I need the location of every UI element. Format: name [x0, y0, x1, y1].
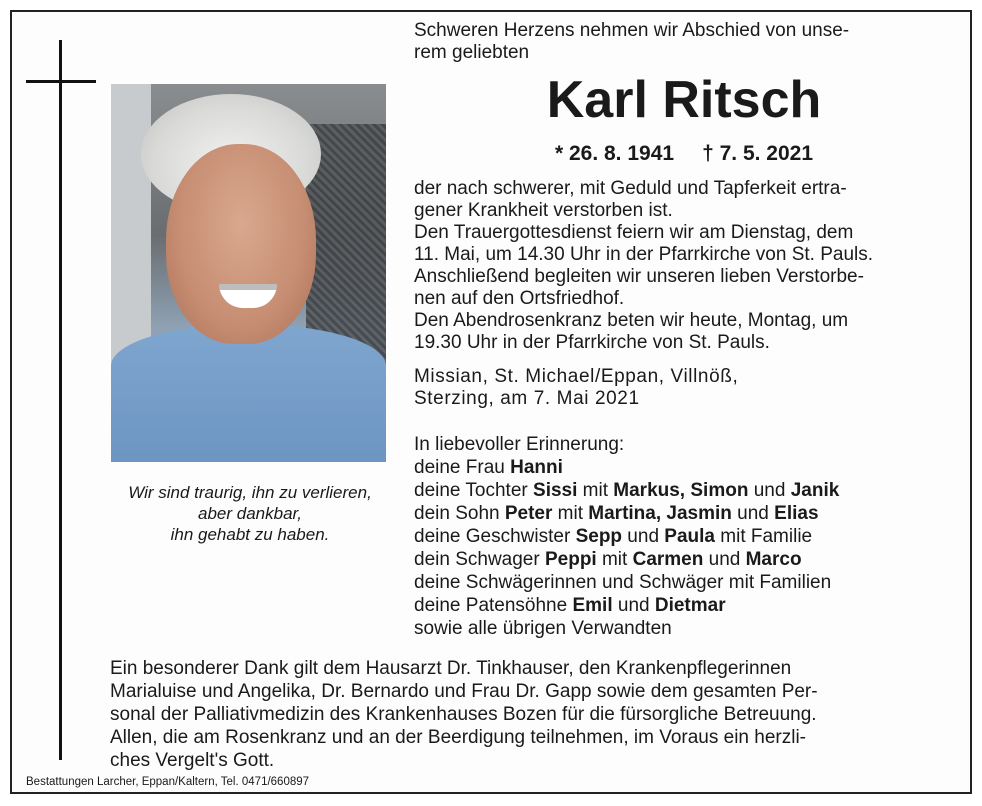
thanks-line: sonal der Palliativmedizin des Krankenhauses Bozen für die fürsorgliche Betreuung. [110, 704, 817, 725]
location-line: Missian, St. Michael/Eppan, Villnöß, [414, 366, 739, 387]
mourner-text: mit [552, 503, 589, 524]
mourner-name: Sepp [575, 526, 623, 547]
intro-text [414, 20, 849, 64]
mourner-text: sowie alle übrigen Verwandten [414, 618, 672, 639]
mourners-list [414, 433, 839, 640]
mourner-name: Carmen [632, 549, 704, 570]
thanks-line: Ein besonderer Dank gilt dem Hausarzt Dr. Tinkhauser, den Krankenpflegerinnen [110, 658, 792, 679]
mourner-name: Peppi [544, 549, 597, 570]
photo-caption [105, 482, 395, 545]
body-line: Den Trauergottesdienst feiern wir am Dienstag, dem [414, 222, 854, 243]
mourner-line [414, 594, 839, 617]
mourner-name: Dietmar [654, 595, 726, 616]
mourner-text: mit [596, 549, 633, 570]
mourner-text: mit [577, 480, 614, 501]
body-line: 11. Mai, um 14.30 Uhr in der Pfarrkirche von St. Pauls. [414, 244, 874, 265]
mourner-text: deine Patensöhne [414, 595, 573, 616]
mourner-text: und [731, 503, 775, 524]
body-line: 19.30 Uhr in der Pfarrkirche von St. Pauls. [414, 332, 770, 353]
body-line: der nach schwerer, mit Geduld und Tapferkeit ertra- [414, 178, 847, 199]
deceased-name: Karl Ritsch [546, 71, 822, 129]
mourner-text: dein Schwager [414, 549, 545, 570]
caption-line: Wir sind traurig, ihn zu verlieren, [128, 483, 372, 502]
mourner-name: Janik [790, 480, 840, 501]
caption-line: aber dankbar, [198, 504, 302, 523]
cross-icon [59, 40, 62, 760]
thanks-line: Allen, die am Rosenkranz und an der Beerdigung teilnehmen, im Voraus ein herzli- [110, 727, 807, 748]
thanks-text [110, 657, 818, 772]
body-line: Anschließend begleiten wir unseren lieben Verstorbe- [414, 266, 864, 287]
mourner-line [414, 456, 839, 479]
mourner-text: und [703, 549, 746, 570]
mourner-name: Peter [504, 503, 553, 524]
body-line: Den Abendrosenkranz beten wir heute, Montag, um [414, 310, 849, 331]
caption-line: ihn gehabt zu haben. [170, 525, 330, 544]
location-line: Sterzing, am 7. Mai 2021 [414, 388, 640, 409]
memory-heading: In liebevoller Erinnerung: [414, 434, 625, 455]
body-line: nen auf den Ortsfriedhof. [414, 288, 625, 309]
mourner-text: deine Geschwister [414, 526, 576, 547]
mourner-text: deine Frau [414, 457, 511, 478]
portrait-photo [111, 84, 386, 462]
mourner-name: Hanni [510, 457, 563, 478]
mourner-name: Elias [774, 503, 819, 524]
thanks-line: ches Vergelt's Gott. [110, 750, 275, 771]
mourner-text: deine Tochter [414, 480, 534, 501]
mourner-line [414, 548, 839, 571]
mourner-text: mit Familie [715, 526, 813, 547]
intro-line: Schweren Herzens nehmen wir Abschied von unse- [414, 20, 850, 41]
service-details [414, 178, 873, 354]
thanks-line: Marialuise und Angelika, Dr. Bernardo und Frau Dr. Gapp sowie dem gesamten Per- [110, 681, 818, 702]
mourner-line [414, 617, 839, 640]
mourner-name: Martina, Jasmin [588, 503, 732, 524]
mourner-line [414, 525, 839, 548]
death-date: † 7. 5. 2021 [702, 142, 814, 165]
life-dates [414, 142, 954, 166]
mourner-line [414, 502, 839, 525]
mourner-text: dein Sohn [414, 503, 505, 524]
mourner-name: Marco [745, 549, 802, 570]
mourner-name: Paula [664, 526, 715, 547]
mourner-line [414, 571, 839, 594]
mourner-text: und [622, 526, 665, 547]
birth-date: * 26. 8. 1941 [554, 142, 675, 165]
mourner-text: und [748, 480, 791, 501]
mourner-name: Markus, Simon [613, 480, 749, 501]
funeral-home-credit: Bestattungen Larcher, Eppan/Kaltern, Tel. 0471/660897 [26, 776, 310, 788]
location-date [414, 366, 738, 410]
mourner-name: Emil [572, 595, 613, 616]
intro-line: rem geliebten [414, 42, 530, 63]
body-line: gener Krankheit verstorben ist. [414, 200, 673, 221]
mourner-name: Sissi [533, 480, 578, 501]
cross-bar [26, 80, 96, 83]
mourner-text: und [612, 595, 655, 616]
mourner-line [414, 479, 839, 502]
mourner-text: deine Schwägerinnen und Schwäger mit Familien [414, 572, 832, 593]
